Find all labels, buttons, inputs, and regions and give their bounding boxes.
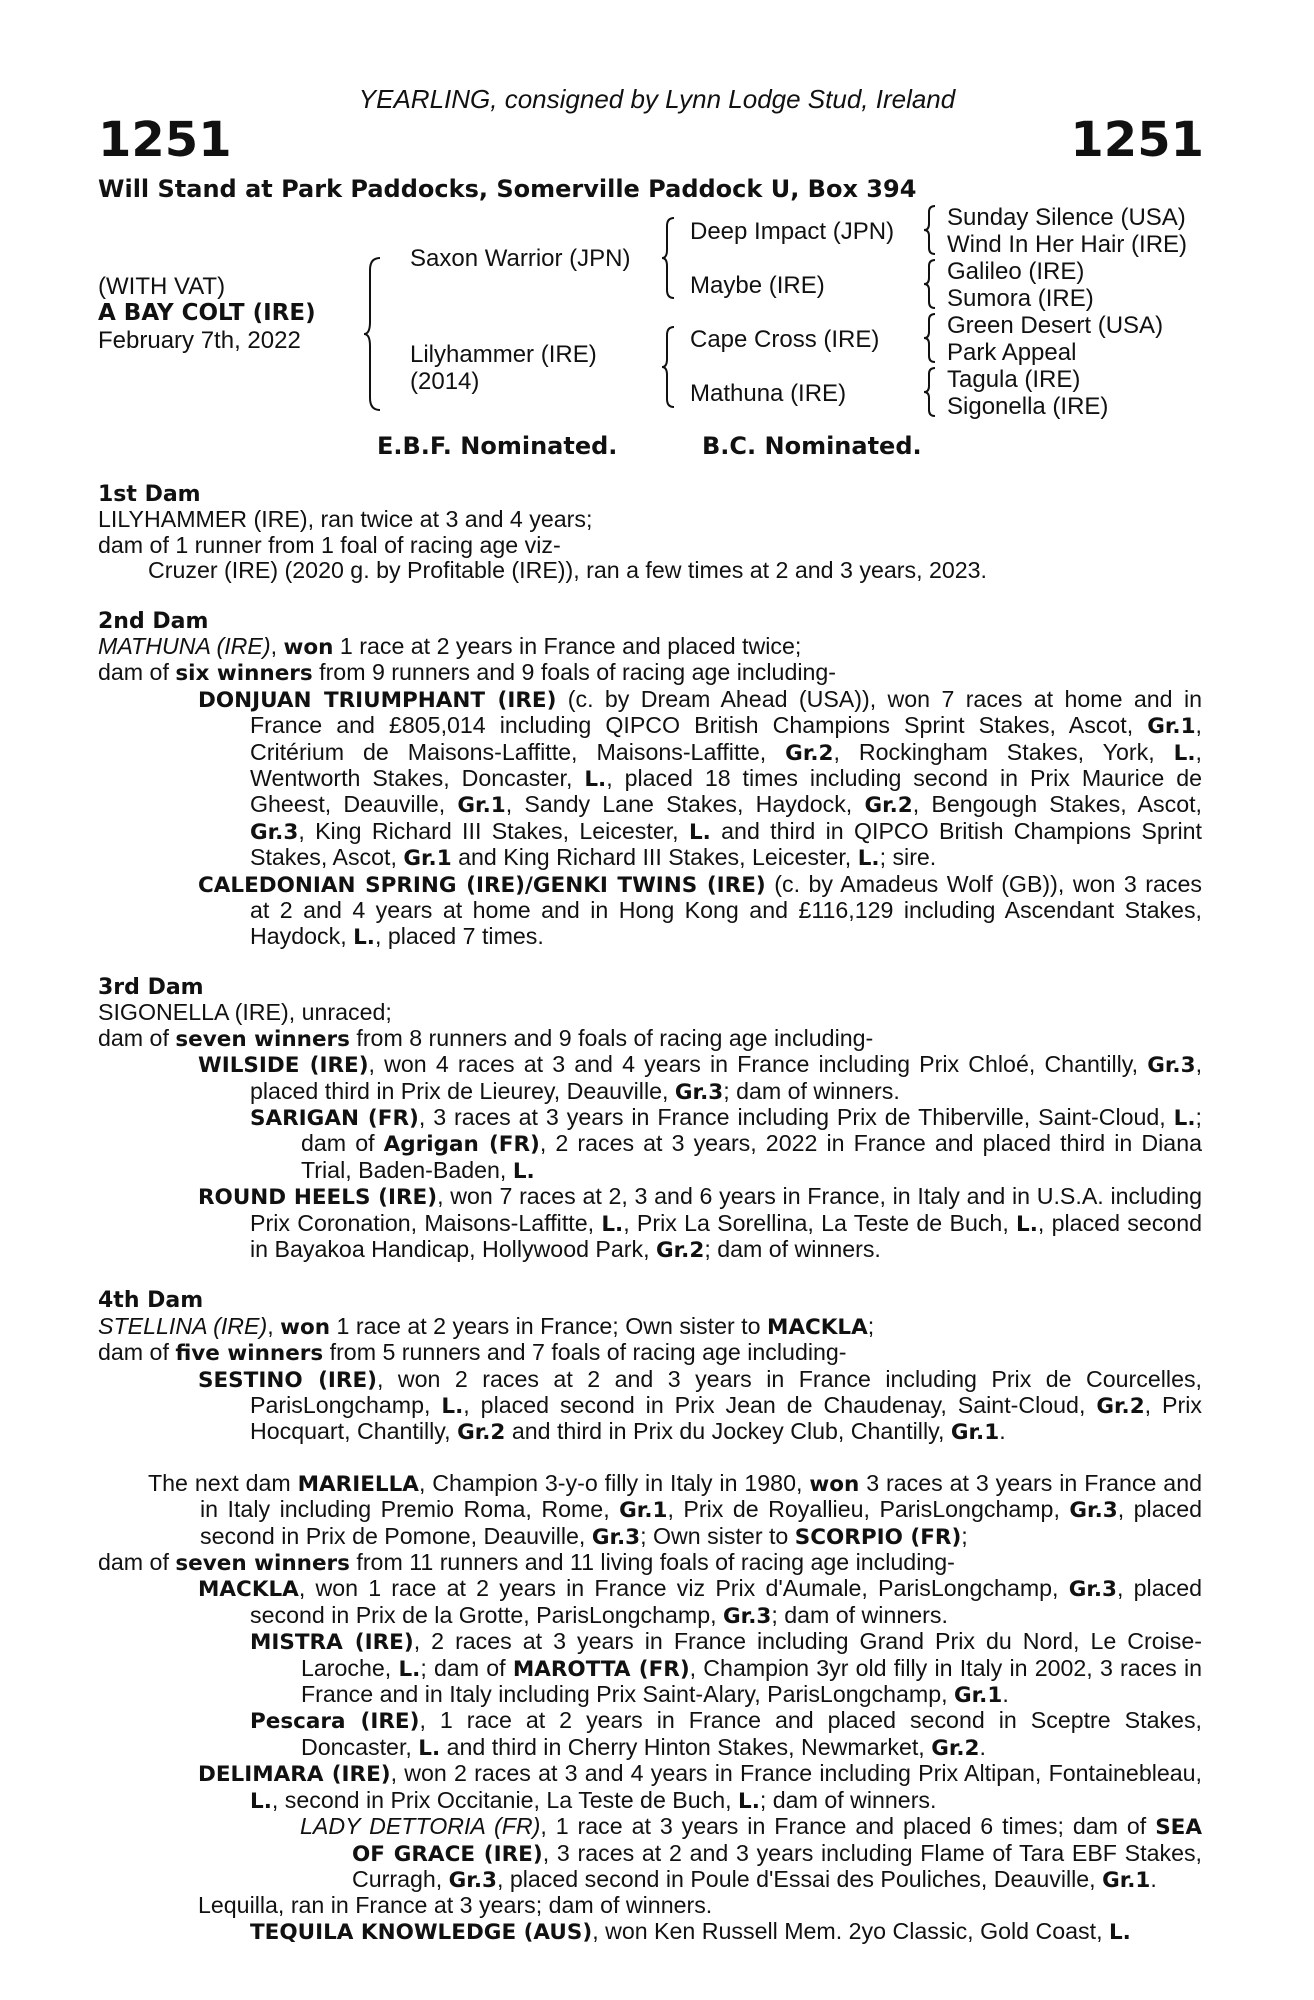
bc-nomination: B.C. Nominated. [702,432,922,460]
text-run: dam of [98,1339,176,1366]
bold-text: L. [418,1735,441,1761]
bold-text: Gr.3 [448,1867,497,1893]
bold-text: L. [601,1211,624,1237]
text-run: , 3 races at 3 years in France including Prix de Thiberville, Saint-Cloud, [418,1103,1174,1130]
text-run: , Prix Hocquart, Chantilly, [250,1392,1202,1445]
pedigree-paragraph [98,1919,1202,1945]
pedigree-paragraph [98,1314,1202,1340]
bold-text: seven winners [175,1026,350,1052]
text-run: . [979,1733,986,1760]
dam-section [98,1471,1202,1945]
bold-text: SESTINO (IRE) [198,1367,377,1393]
text-run: , won 7 races at 2, 3 and 6 years in France, in Italy and in U.S.A. including Prix Coronation, Maisons-Laffitte, [250,1183,1202,1236]
bold-text: Gr.1 [954,1683,1003,1709]
pedigree-paragraph [98,1340,1202,1366]
text-run: , Prix La Sorellina, La Teste de Buch, [623,1209,1017,1236]
section-heading: 4th Dam [98,1288,204,1314]
pedigree-sire: Saxon Warrior (JPN) [410,245,631,272]
text-run: , placed second in Poule d'Essai des Pouliches, Deauville, [496,1865,1103,1892]
text-run: and third in QIPCO British Champions Sprint Stakes, Ascot, [250,817,1202,871]
bold-text: MISTRA (IRE) [250,1630,414,1656]
pedigree-dam-year: (2014) [410,368,480,395]
italic-text: STELLINA (IRE) [98,1312,268,1339]
text-run: ; Own sister to [640,1522,795,1549]
pedigree-g6: Park Appeal [947,339,1077,366]
bold-text: L. [512,1158,535,1184]
text-run: ; dam of [420,1654,513,1681]
pedigree-brace-sire [660,216,680,300]
text-run: dam of [98,659,176,686]
bold-text: TEQUILA KNOWLEDGE (AUS) [250,1919,593,1945]
bold-text: Gr.2 [864,793,913,819]
text-run: , Bengough Stakes, Ascot, [912,791,1202,818]
bold-text: Gr.2 [1096,1394,1145,1419]
text-run: SIGONELLA (IRE), unraced; [98,999,392,1026]
bold-text: Agrigan (FR) [383,1132,540,1158]
pedigree-paragraph [98,1576,1202,1629]
text-run: , 1 race at 3 years in France and placed 6 times; dam of [540,1813,1156,1840]
pedigree-sire-dam: Maybe (IRE) [690,272,825,299]
bold-text: Gr.2 [785,740,834,766]
bold-text: SARIGAN (FR) [250,1105,419,1131]
pedigree-brace-g2 [922,258,940,310]
text-run: Cruzer (IRE) (2020 g. by Profitable (IRE)), ran a few times at 2 and 3 years, 2023. [148,557,987,584]
pedigree-paragraph [98,1814,1202,1893]
pedigree-g1: Sunday Silence (USA) [947,204,1186,231]
pedigree-brace-g1 [922,204,940,256]
text-run: and third in Prix du Jockey Club, Chantilly, [505,1418,951,1445]
text-run: ; dam of winners. [723,1077,900,1104]
pedigree-brace-g4 [922,366,940,418]
text-run: from 8 runners and 9 foals of racing age including- [349,1024,874,1051]
vat-note: (WITH VAT) [98,273,226,300]
text-run: . [999,1418,1006,1445]
bold-text: L. [1016,1211,1038,1237]
text-run: , placed second in Prix de la Grotte, ParisLongchamp, [250,1575,1202,1628]
bold-text: Gr.2 [457,1420,506,1446]
pedigree-paragraph [98,1105,1202,1184]
bold-text: SCORPIO (FR) [794,1524,962,1550]
pedigree-paragraph [98,1471,1202,1550]
text-run: ; [961,1522,968,1549]
text-run: , placed 18 times including second in Prix Maurice de Gheest, Deauville, [250,765,1202,818]
bold-text: Gr.1 [457,793,506,819]
bold-text: CALEDONIAN SPRING (IRE)/GENKI TWINS (IRE) [198,872,766,898]
bold-text: won [809,1471,860,1497]
stand-location: Will Stand at Park Paddocks, Somerville Paddock U, Box 394 [98,175,917,203]
dam-section [98,609,1202,950]
horse-description: A BAY COLT (IRE) [98,300,316,326]
text-run: , Champion 3-y-o filly in Italy in 1980, [418,1469,810,1496]
bold-text: L. [250,1788,272,1814]
section-heading: 1st Dam [98,482,201,507]
bold-text: won [280,1314,331,1340]
text-run: dam of [98,1024,176,1051]
bold-text: L. [857,846,880,872]
text-run: , placed 7 times. [374,922,544,949]
bold-text: L. [738,1788,760,1814]
lot-number-right: 1251 [1070,112,1204,168]
text-run: , 2 races at 3 years in France including Grand Prix du Nord, Le Croise-Laroche, [301,1628,1203,1681]
ebf-nomination: E.B.F. Nominated. [377,432,618,460]
pedigree-dam: Lilyhammer (IRE) [410,341,597,368]
bold-text: SEA OF GRACE (IRE) [352,1815,1202,1867]
text-run: , Rockingham Stakes, York, [833,738,1174,765]
pedigree-paragraph [98,1629,1202,1708]
text-run: 1 race at 2 years in France; Own sister to [330,1312,767,1339]
pedigree-paragraph [98,1026,1202,1052]
bold-text: MACKLA [766,1314,868,1340]
pedigree-brace-dam [660,325,680,409]
catalogue-body [98,482,1202,1945]
text-run: , [267,1312,281,1339]
bold-text: won [283,635,334,661]
text-run: . [1002,1681,1009,1708]
text-run: , 2 races at 3 years, 2022 in France and placed third in Diana Trial, Baden-Baden, [301,1130,1202,1183]
bold-text: Gr.2 [931,1735,980,1761]
pedigree-paragraph [98,1893,1202,1918]
pedigree-paragraph [98,1000,1202,1025]
text-run: , Wentworth Stakes, Doncaster, [250,738,1202,792]
dam-section [98,975,1202,1263]
text-run: and King Richard III Stakes, Leicester, [451,844,858,871]
pedigree-paragraph [98,1052,1202,1105]
text-run: , placed second in Prix de Pomone, Deauville, [200,1496,1202,1549]
section-heading: 3rd Dam [98,974,204,1000]
bold-text: six winners [175,661,313,687]
bold-text: DELIMARA (IRE) [198,1762,391,1788]
bold-text: Gr.1 [1147,714,1196,740]
text-run: ; [867,1312,875,1339]
bold-text: Gr.3 [250,819,299,845]
text-run: (c. by Amadeus Wolf (GB)), won 3 races at 2 and 4 years at home and in Hong Kong and £116,129 including Ascendant Stakes, Haydock, [250,870,1202,949]
pedigree-paragraph [98,634,1202,660]
pedigree-g2: Wind In Her Hair (IRE) [947,231,1188,258]
pedigree-g8: Sigonella (IRE) [947,393,1109,420]
pedigree-dam-sire: Cape Cross (IRE) [690,326,880,353]
bold-text: DONJUAN TRIUMPHANT (IRE) [198,687,557,713]
text-run: , Critérium de Maisons-Laffitte, Maisons-Laffitte, [250,712,1202,765]
pedigree-g4: Sumora (IRE) [947,285,1094,312]
pedigree-paragraph [98,533,1202,558]
pedigree-paragraph [98,872,1202,950]
text-run: , placed second in Prix Jean de Chaudenay, Saint-Cloud, [463,1392,1097,1418]
pedigree-g5: Green Desert (USA) [947,312,1164,339]
bold-text: Gr.3 [591,1524,641,1550]
text-run: ; dam of winners. [771,1601,948,1628]
text-run: ; dam of [301,1103,1202,1157]
bold-text: Gr.3 [1147,1053,1196,1079]
bold-text: WILSIDE (IRE) [198,1053,369,1079]
bold-text: L. [584,767,607,793]
text-run: ; dam of winners. [704,1235,881,1262]
lot-number-left: 1251 [98,112,232,168]
text-run: , won 2 races at 2 and 3 years in France including Prix de Courcelles, ParisLongchamp, [250,1365,1202,1418]
italic-text: LADY DETTORIA (FR) [300,1813,541,1840]
pedigree-g3: Galileo (IRE) [947,258,1085,285]
text-run: , King Richard III Stakes, Leicester, [298,817,689,844]
text-run: , second in Prix Occitanie, La Teste de Buch, [271,1786,739,1813]
bold-text: Gr.2 [656,1237,705,1263]
bold-text: Gr.3 [723,1603,772,1629]
bold-text: Pescara (IRE) [250,1709,420,1735]
bold-text: ROUND HEELS (IRE) [198,1185,438,1211]
bold-text: MACKLA [198,1577,299,1603]
text-run: and third in Cherry Hinton Stakes, Newmarket, [440,1733,932,1760]
text-run: , Prix de Royallieu, ParisLongchamp, [667,1496,1070,1523]
text-run: ; sire. [879,844,937,871]
text-run: . [1150,1865,1157,1892]
text-run: , placed third in Prix de Lieurey, Deauville, [250,1051,1203,1104]
text-run: , 1 race at 2 years in France and placed second in Sceptre Stakes, Doncaster, [301,1707,1202,1760]
bold-text: Gr.1 [950,1420,1000,1446]
pedigree-brace-g3 [922,312,940,364]
bold-text: Gr.1 [619,1498,668,1524]
bold-text: L. [1173,1105,1196,1131]
dam-section [98,1288,1202,1445]
pedigree-sire-sire: Deep Impact (JPN) [690,218,895,245]
bold-text: L. [441,1394,464,1419]
pedigree-brace-main [362,256,388,412]
text-run: 1 race at 2 years in France and placed twice; [333,633,802,660]
bold-text: MAROTTA (FR) [512,1656,690,1682]
text-run: , Champion 3yr old filly in Italy in 2002, 3 races in France and in Italy including Prix Saint-Alary, ParisLongchamp, [301,1654,1202,1708]
text-run: dam of [98,1549,176,1576]
bold-text: L. [1173,740,1196,766]
bold-text: Gr.3 [674,1079,724,1105]
bold-text: Gr.1 [1102,1867,1151,1893]
bold-text: seven winners [175,1551,350,1577]
text-run: , won 4 races at 3 and 4 years in France including Prix Chloé, Chantilly, [368,1051,1148,1078]
bold-text: MARIELLA [297,1471,419,1497]
bold-text: L. [353,924,375,950]
text-run: LILYHAMMER (IRE), ran twice at 3 and 4 years; [98,506,593,533]
bold-text: L. [688,819,711,845]
text-run: The next dam [148,1469,298,1496]
text-run: Lequilla, ran in France at 3 years; dam of winners. [198,1892,713,1919]
bold-text: L. [398,1656,421,1682]
pedigree-paragraph [98,1367,1202,1446]
bold-text: Gr.1 [403,846,452,872]
text-run: , won 2 races at 3 and 4 years in France including Prix Altipan, Fontainebleau, [390,1760,1202,1787]
text-run: from 5 runners and 7 foals of racing age including- [323,1339,847,1366]
section-heading: 2nd Dam [98,608,209,634]
pedigree-paragraph [98,1184,1202,1263]
pedigree-paragraph [98,1761,1202,1814]
text-run: , [270,633,284,660]
text-run: 3 races at 3 years in France and in Italy including Premio Roma, Rome, [200,1469,1202,1523]
text-run: , Sandy Lane Stakes, Haydock, [505,791,865,818]
dam-section [98,482,1202,584]
pedigree-paragraph [98,1550,1202,1576]
bold-text: five winners [175,1341,324,1367]
text-run: , won Ken Russell Mem. 2yo Classic, Gold Coast, [592,1917,1109,1944]
pedigree-paragraph [98,558,1202,583]
foaling-date: February 7th, 2022 [98,327,301,354]
text-run: , won 1 race at 2 years in France viz Prix d'Aumale, ParisLongchamp, [298,1575,1069,1602]
pedigree-g7: Tagula (IRE) [947,366,1081,393]
pedigree-paragraph [98,687,1202,872]
text-run: , placed second in Bayakoa Handicap, Hollywood Park, [250,1209,1202,1262]
text-run: (c. by Dream Ahead (USA)), won 7 races at home and in France and £805,014 including QIPCO British Champions Sprint Stakes, Ascot, [250,685,1202,739]
pedigree-paragraph [98,660,1202,686]
italic-text: MATHUNA (IRE) [98,633,271,660]
text-run: from 9 runners and 9 foals of racing age including- [312,659,837,686]
consignment-note: YEARLING, consigned by Lynn Lodge Stud, Ireland [358,84,956,114]
text-run: dam of 1 runner from 1 foal of racing age viz- [98,531,561,558]
pedigree-dam-dam: Mathuna (IRE) [690,380,847,407]
bold-text: L. [1108,1919,1131,1945]
pedigree-paragraph [98,1708,1202,1761]
text-run: , 3 races at 2 and 3 years including Flame of Tara EBF Stakes, Curragh, [352,1839,1202,1892]
text-run: from 11 runners and 11 living foals of racing age including- [349,1549,955,1576]
text-run: ; dam of winners. [759,1786,937,1813]
bold-text: Gr.3 [1068,1577,1118,1603]
pedigree-paragraph [98,507,1202,532]
bold-text: Gr.3 [1069,1498,1118,1524]
